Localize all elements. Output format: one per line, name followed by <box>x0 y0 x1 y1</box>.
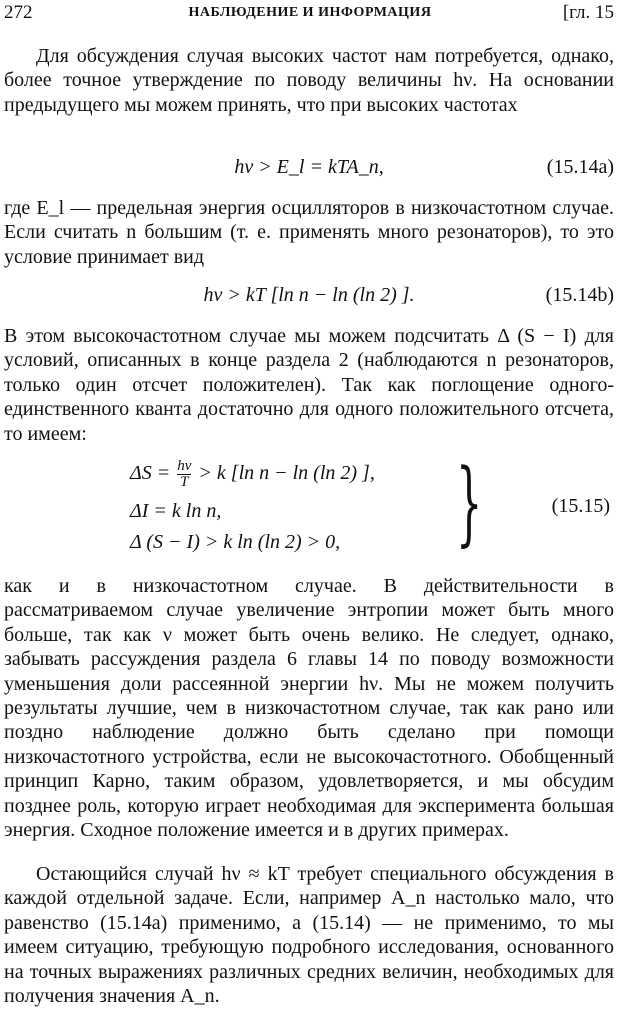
equation-15-14b-number: (15.14b) <box>545 284 614 306</box>
system-line-1-right: > k [ln n − ln (ln 2) ], <box>198 462 375 485</box>
equation-15-14a-expression: hν > E_l = kTA_n, <box>234 156 384 178</box>
fraction-hv-over-t <box>177 459 191 490</box>
equation-15-14a <box>4 156 614 186</box>
paragraph-1 <box>4 44 614 117</box>
system-line-2: ΔI = k ln n, <box>130 500 222 522</box>
fraction-numerator: hν <box>177 458 192 474</box>
paragraph-4 <box>4 574 614 842</box>
paragraph-4-text: как и в низкочастотном случае. В действительности в рассматриваемом случае увеличение энтропии может быть много больше, так как ν может быть очень велико. Не следует, однако, забывать рассуждения раздела 6 главы 14 по поводу возможности уменьшения доли рассеянной энергии hν. Мы не можем получить результаты лучшие, чем в низкочастотном случае, так как рано или поздно наблюдение должно быть сделано при помощи низкочастотного устройства, если не высокочастотного. Обобщенный принцип Карно, таким образом, удовлетворяется, и мы обсудим позднее роль, которую играет необходимая для эксперимента большая энергия. Сходное положение имеется и в других примерах. <box>4 575 614 842</box>
chapter-marker: [гл. 15 <box>562 2 614 23</box>
paragraph-5-text: Остающийся случай hν ≈ kT требует специального обсуждения в каждой отдельной задаче. Если, например A_n настолько мало, что равенство (15.14a) применимо, а (15.14) — не применимо, то мы имеем ситуацию, требующую подробного исследования, основанного на точных выражениях различных средних величин, необходимых для получения значения A_n. <box>4 863 614 1008</box>
system-line-3: Δ (S − I) > k ln (ln 2) > 0, <box>130 531 341 553</box>
right-brace-glyph: } <box>456 449 483 556</box>
equation-15-14b-expression: hν > kT [ln n − ln (ln 2) ]. <box>203 284 415 306</box>
equation-15-14a-number: (15.14a) <box>546 156 614 178</box>
paragraph-5 <box>4 862 614 1008</box>
running-title: НАБЛЮДЕНИЕ И ИНФОРМАЦИЯ <box>188 5 432 20</box>
system-line-1-left: ΔS = <box>130 462 171 485</box>
running-header <box>4 2 616 32</box>
paragraph-3 <box>4 324 614 446</box>
fraction-denominator: T <box>177 474 191 490</box>
paragraph-1-text: Для обсуждения случая высоких частот нам потребуется, однако, более точное утверждение по поводу величины hν. На основании предыдущего мы можем принять, что при высоких частотах <box>4 45 614 116</box>
system-line-1 <box>130 459 375 490</box>
equation-15-14b <box>4 284 614 314</box>
paragraph-2 <box>4 196 614 269</box>
paragraph-3-text: В этом высокочастотном случае мы можем подсчитать Δ (S − I) для условий, описанных в конце раздела 2 (наблюдаются n резонаторов, только один отсчет положителен). Так как поглощение одного-единственного кванта достаточно для одного положительного отсчета, то имеем: <box>4 325 614 445</box>
paragraph-2-text: где E_l — предельная энергия осцилляторов в низкочастотном случае. Если считать n большим (т. е. применять много резонаторов), то это условие принимает вид <box>4 197 614 268</box>
page-number: 272 <box>4 2 33 23</box>
equation-15-15-number: (15.15) <box>551 495 610 517</box>
equation-system-15-15 <box>130 449 610 556</box>
